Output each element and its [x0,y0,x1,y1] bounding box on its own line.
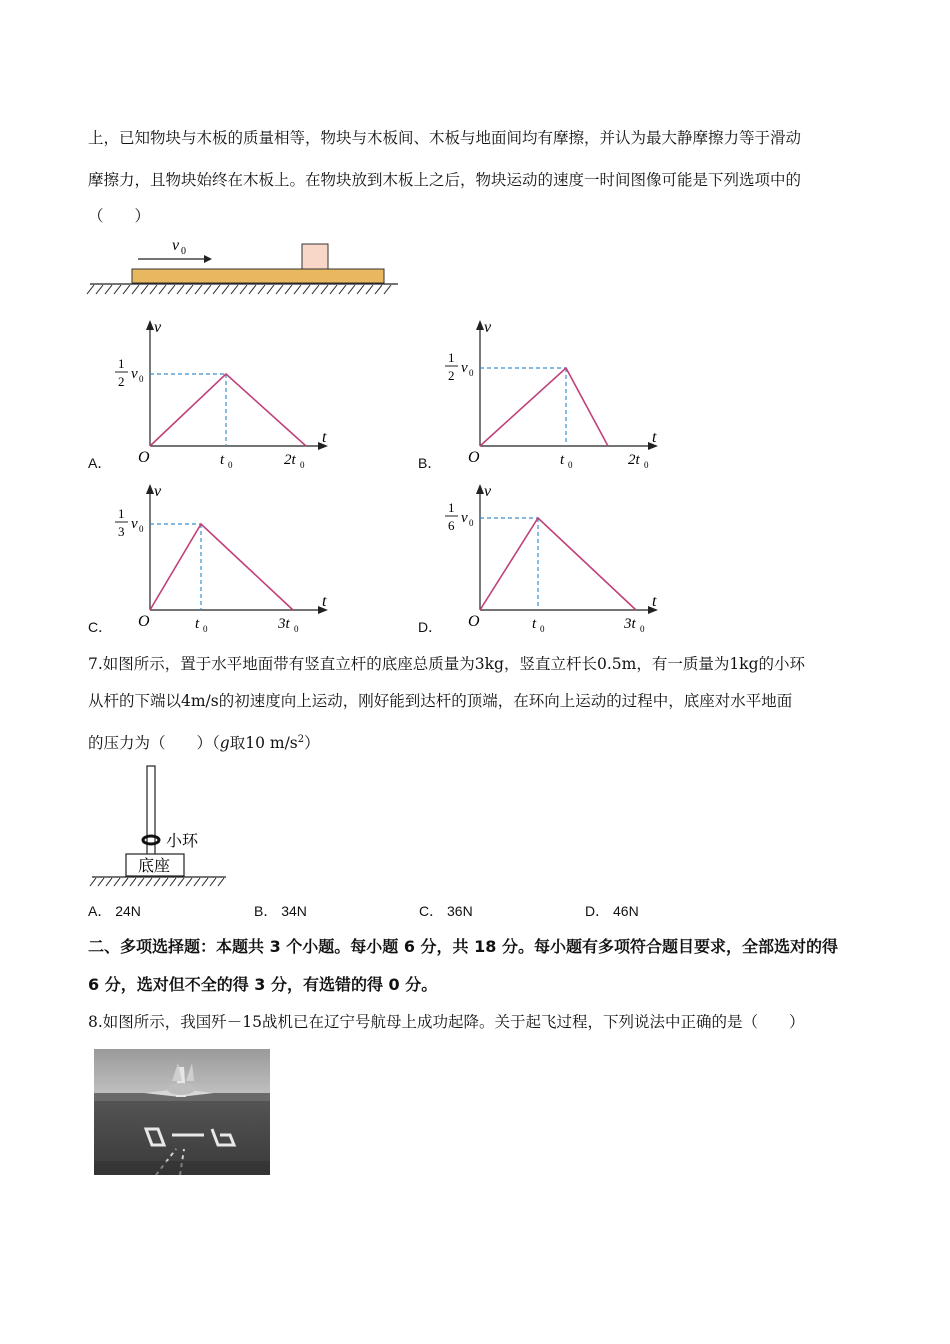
option-c-graph[interactable] [84,482,344,634]
peak-value-label: v [461,360,468,376]
q7-choice-c[interactable]: C． 36N [419,903,473,919]
t-axis-label: t [652,429,657,446]
block [302,244,328,269]
section2-heading-line1: 二、多项选择题：本题共 3 个小题。每小题 6 分，共 18 分。每小题有多项符合题目要求，全部选对的得 [88,937,838,956]
v-axis-label: v [484,319,492,336]
q7-g-symbol: g [219,734,230,753]
q7-choice-a[interactable]: A． 24N [88,903,141,919]
v0-label-sub: 0 [181,246,186,257]
section2-heading-line2: 6 分，选对但不全的得 3 分，有选错的得 0 分。 [88,975,438,994]
peak-value-sub: 0 [139,524,144,534]
vt-graph-svg [84,318,344,470]
t0-label-sub: 0 [568,460,573,470]
fraction-numerator: 1 [448,350,455,365]
ground-hatching-2 [90,878,224,886]
q6-text-line1: 上，已知物块与木板的质量相等，物块与木板间、木板与地面间均有摩擦，并认为最大静摩擦力等于滑动 [88,129,802,147]
v-axis-label: v [154,483,162,500]
q8-text-line1 [88,1012,805,1032]
option-a-graph[interactable] [84,318,344,470]
origin-label: O [468,613,480,630]
fraction-numerator: 1 [448,500,455,515]
q7-line3-b: 取 [229,734,246,753]
tend-label-sub: 0 [644,460,649,470]
t0-label-sub: 0 [203,624,208,634]
fraction-denominator: 2 [448,368,455,383]
q7-g-value: 10 m/s [245,734,298,753]
option-letter: A． [88,455,112,471]
vt-curve [150,524,293,610]
q7-text-line1: 7.如图所示，置于水平地面带有竖直立杆的底座总质量为3kg，竖直立杆长0.5m，有一质量为1kg的小环 [88,655,805,673]
q7-text-line3 [88,730,320,753]
v-axis-label: v [484,483,492,500]
q7-choice-d[interactable]: D． 46N [585,903,639,919]
t0-label: t [195,616,200,632]
t0-label-sub: 0 [228,460,233,470]
tend-label-sub: 0 [294,624,299,634]
q6-text-line2: 摩擦力，且物块始终在木板上。在物块放到木板上之后，物块运动的速度一时间图像可能是下列选项中的 [88,171,802,189]
option-letter: B． [418,455,442,471]
fraction-numerator: 1 [118,356,125,371]
vt-curve [480,368,608,446]
origin-label: O [138,613,150,630]
vt-graph-svg [414,318,674,470]
fraction-denominator: 3 [118,524,125,539]
t0-label: t [220,452,225,468]
q7-choice-b[interactable]: B． 34N [254,903,307,919]
t-axis-label: t [322,429,327,446]
board-block-figure [86,230,406,300]
v-axis-arrow [476,484,484,494]
t0-label-sub: 0 [540,624,545,634]
option-letter: C． [88,619,113,635]
tend-label-sub: 0 [300,460,305,470]
v-axis-label: v [154,319,162,336]
v0-label: v [172,237,180,254]
q7-text-line2: 从杆的下端以4m/s的初速度向上运动，刚好能到达杆的顶端，在环向上运动的过程中，底座对水平地面 [88,692,793,710]
peak-value-sub: 0 [139,374,144,384]
tend-label: 3t [624,616,636,632]
q8-line1-b: －15 [226,1013,263,1031]
q8-line1-c: 战机已在辽宁号航母上成功起降。关于起飞过程，下列说法中正确的是（ ） [262,1013,805,1031]
v-axis-arrow [146,320,154,330]
ring-label: 小环 [166,833,199,850]
q6-answer-bracket: （ ） [88,207,151,225]
rod-ring-figure [86,760,236,888]
v-axis-arrow [476,320,484,330]
t-axis-label: t [652,593,657,610]
q7-line3-c: ） [304,734,320,753]
fraction-denominator: 6 [448,518,455,533]
v0-arrow [138,255,212,263]
peak-value-label: v [131,516,138,532]
tend-label-sub: 0 [640,624,645,634]
q7-g-exp: 2 [297,734,305,745]
carrier-jet-photo [94,1049,270,1175]
ground-hatching [87,285,391,294]
peak-value-sub: 0 [469,518,474,528]
fraction-denominator: 2 [118,374,125,389]
tend-label: 2t [628,452,640,468]
vt-graph-svg [414,482,674,634]
vt-curve [480,518,636,610]
t0-label: t [560,452,565,468]
fraction-numerator: 1 [118,506,125,521]
option-letter: D． [418,619,443,635]
q8-line1-a: 8.如图所示，我国歼 [88,1013,227,1031]
vt-graph-svg [84,482,344,634]
peak-value-label: v [461,510,468,526]
base-label: 底座 [138,858,171,875]
tend-label: 3t [278,616,290,632]
vt-curve [150,374,306,446]
origin-label: O [138,449,150,466]
t-axis-label: t [322,593,327,610]
wooden-board [132,269,384,283]
peak-value-sub: 0 [469,368,474,378]
option-d-graph[interactable] [414,482,674,634]
origin-label: O [468,449,480,466]
option-b-graph[interactable] [414,318,674,470]
v-axis-arrow [146,484,154,494]
peak-value-label: v [131,366,138,382]
q7-line3-a: 的压力为（ ）（ [88,734,220,753]
t0-label: t [532,616,537,632]
tend-label: 2t [284,452,296,468]
